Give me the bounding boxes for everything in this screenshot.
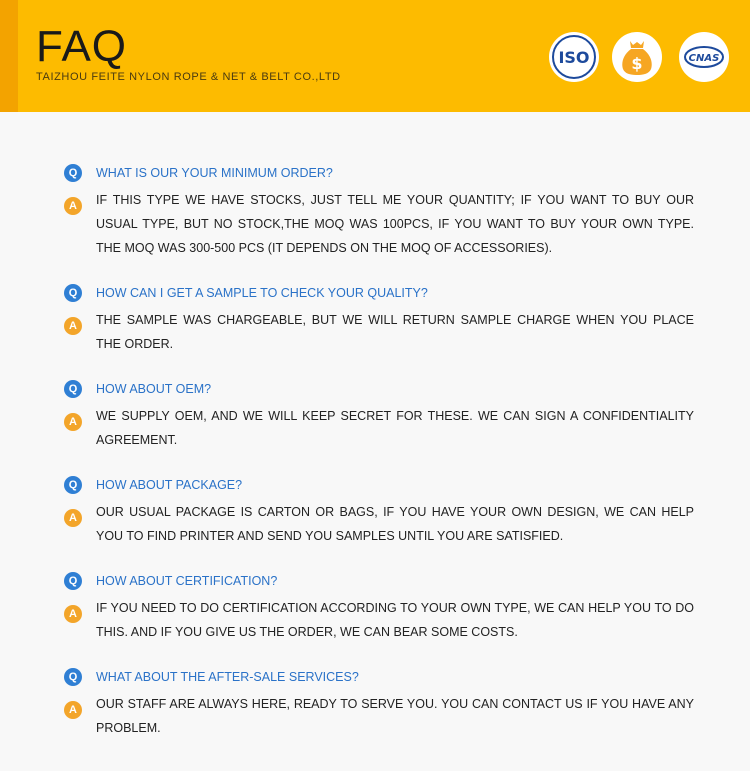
question-marker-icon: Q (64, 572, 82, 590)
question-marker-icon: Q (64, 380, 82, 398)
page-title: FAQ (36, 22, 128, 71)
faq-question: HOW ABOUT PACKAGE? (96, 478, 243, 492)
iso-badge-icon (549, 32, 599, 82)
faq-answer: THE SAMPLE WAS CHARGEABLE, BUT WE WILL RETURN SAMPLE CHARGE WHEN YOU PLACE THE ORDER. (96, 313, 694, 351)
faq-answer: IF THIS TYPE WE HAVE STOCKS, JUST TELL ME YOUR QUANTITY; IF YOU WANT TO BUY OUR USUAL TYPE, BUT NO STOCK,THE MOQ WAS 100PCS, IF YOU WANT TO BUY YOUR OWN TYPE. THE MOQ WAS 300-500 PCS (IT DEPENDS ON THE MOQ OF ACCESSORIES). (96, 193, 694, 255)
answer-marker-icon: A (64, 317, 82, 335)
faq-answer: OUR USUAL PACKAGE IS CARTON OR BAGS, IF YOU HAVE YOUR OWN DESIGN, WE CAN HELP YOU TO FIND PRINTER AND SEND YOU SAMPLES UNTIL YOU ARE SATISFIED. (96, 505, 694, 543)
faq-item (64, 668, 694, 740)
cnas-label: CNAS (688, 53, 720, 64)
answer-marker-icon: A (64, 197, 82, 215)
faq-item (64, 380, 694, 452)
header-accent-stripe (0, 0, 18, 112)
company-name: TAIZHOU FEITE NYLON ROPE & NET & BELT CO.,LTD (36, 71, 341, 83)
faq-header (0, 0, 750, 112)
faq-question: WHAT IS OUR YOUR MINIMUM ORDER? (96, 166, 333, 180)
question-marker-icon: Q (64, 164, 82, 182)
cnas-badge-icon (679, 32, 729, 82)
money-bag-svg (619, 37, 655, 77)
question-marker-icon: Q (64, 668, 82, 686)
money-bag-icon (612, 32, 662, 82)
question-marker-icon: Q (64, 476, 82, 494)
money-symbol: $ (631, 54, 643, 73)
cnas-svg (682, 42, 726, 72)
answer-marker-icon: A (64, 605, 82, 623)
iso-label: ISO (558, 47, 590, 67)
iso-ring (552, 35, 596, 79)
faq-answer: IF YOU NEED TO DO CERTIFICATION ACCORDING TO YOUR OWN TYPE, WE CAN HELP YOU TO DO THIS. AND IF YOU GIVE US THE ORDER, WE CAN BEAR SOME COSTS. (96, 601, 694, 639)
faq-item (64, 572, 694, 644)
faq-question: HOW CAN I GET A SAMPLE TO CHECK YOUR QUALITY? (96, 286, 428, 300)
faq-question: HOW ABOUT OEM? (96, 382, 212, 396)
faq-item (64, 164, 694, 260)
faq-question: WHAT ABOUT THE AFTER-SALE SERVICES? (96, 670, 359, 684)
faq-question: HOW ABOUT CERTIFICATION? (96, 574, 278, 588)
faq-item (64, 476, 694, 548)
question-marker-icon: Q (64, 284, 82, 302)
faq-item (64, 284, 694, 356)
answer-marker-icon: A (64, 701, 82, 719)
answer-marker-icon: A (64, 413, 82, 431)
answer-marker-icon: A (64, 509, 82, 527)
faq-answer: OUR STAFF ARE ALWAYS HERE, READY TO SERVE YOU. YOU CAN CONTACT US IF YOU HAVE ANY PROBLEM. (96, 697, 694, 735)
faq-answer: WE SUPPLY OEM, AND WE WILL KEEP SECRET FOR THESE. WE CAN SIGN A CONFIDENTIALITY AGREEMENT. (96, 409, 694, 447)
